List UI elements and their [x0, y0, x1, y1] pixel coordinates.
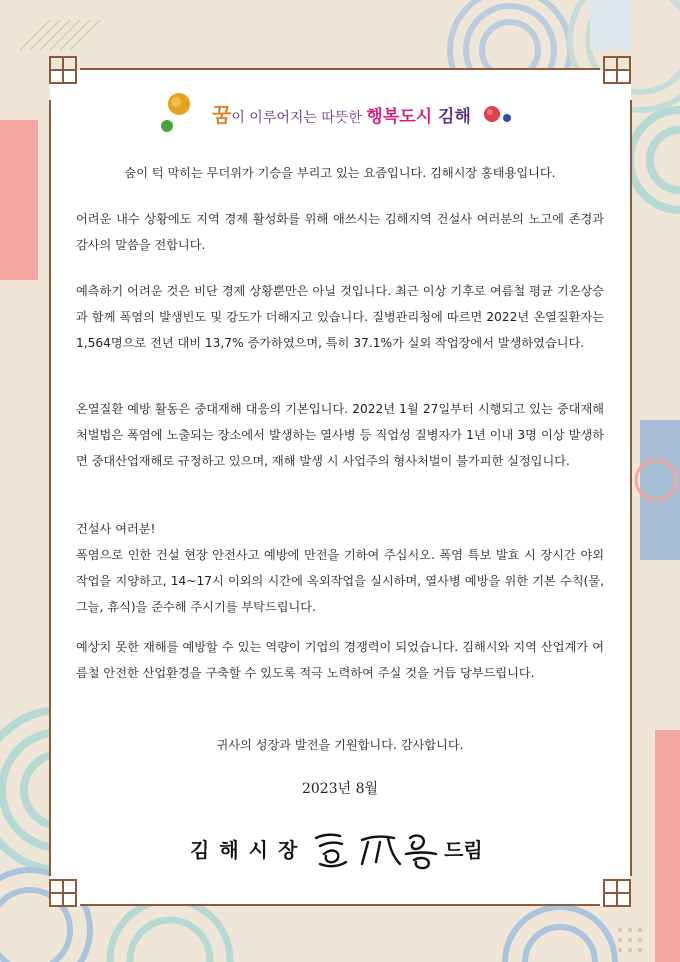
paragraph-competitiveness: 예상치 못한 재해를 예방할 수 있는 역량이 기업의 경쟁력이 되었습니다. 김해시와 지역 산업계가 여름철 안전한 산업환경을 구축할 수 있도록 적극 노력하여 주실 것을 거듭 당부드립니다.	[76, 640, 604, 680]
slogan-decoration-icon	[155, 88, 205, 136]
paragraph-salutation: 건설사 여러분!	[76, 522, 156, 536]
handwritten-signature	[310, 824, 450, 872]
signature-block	[190, 826, 510, 876]
signer-title: 김해시장	[190, 838, 308, 862]
corner-ornament-bottom-left	[48, 878, 78, 908]
frame-top	[80, 68, 600, 70]
frame-bottom	[80, 904, 600, 906]
slogan-flower-icon	[480, 104, 516, 126]
city-slogan	[212, 99, 471, 128]
slogan-text: 이 이루어지는	[231, 110, 317, 126]
slogan-warm: 따뜻한	[316, 110, 367, 126]
paragraph-heat-statistics: 예측하기 어려운 것은 비단 경제 상황뿐만은 아닐 것입니다. 최근 이상 기후로 여름철 평균 기온상승과 함께 폭염의 발생빈도 및 강도가 더해지고 있습니다. 질병관리청에 따르면 2022년 온열질환자는 1,564명으로 전년 대비 13,7% 증가하였으며, 특히 37.1%가 실외 작업장에서 발생하였습니다.	[76, 284, 604, 350]
slogan-dream: 꿈	[212, 103, 232, 127]
frame-left	[49, 100, 51, 876]
paragraph-appreciation: 어려운 내수 상황에도 지역 경제 활성화를 위해 애쓰시는 김해지역 건설사 여러분의 노고에 존경과 감사의 말씀을 전합니다.	[76, 212, 604, 252]
signature-closing: 드림	[444, 838, 483, 862]
corner-ornament-bottom-right	[602, 878, 632, 908]
slogan-gimhae: 김해	[432, 107, 471, 127]
paragraph-greeting: 숨이 턱 막히는 무더위가 기승을 부리고 있는 요즘입니다. 김해시장 홍태용입니다.	[124, 166, 556, 180]
paragraph-safety-request: 폭염으로 인한 건설 현장 안전사고 예방에 만전을 기하여 주십시오. 폭염 특보 발효 시 장시간 야외 작업을 지양하고, 14~17시 이외의 시간에 옥외작업을 실시하며, 열사병 예방을 위한 기본 수칙(물, 그늘, 휴식)을 준수해 주시기를 부탁드립니다.	[76, 548, 604, 614]
letter-date: 2023년 8월	[301, 781, 379, 797]
paragraph-serious-accident-law: 온열질환 예방 활동은 중대재해 대응의 기본입니다. 2022년 1월 27일부터 시행되고 있는 중대재해처벌법은 폭염에 노출되는 장소에서 발생하는 열사병 등 직업성 질병자가 1년 이내 3명 이상 발생하면 중대산업재해로 규정하고 있으며, 재해 발생 시 사업주의 형사처벌이 불가피한 실정입니다.	[76, 402, 604, 468]
corner-ornament-top-right	[602, 55, 632, 85]
corner-ornament-top-left	[48, 55, 78, 85]
closing-line: 귀사의 성장과 발전을 기원합니다. 감사합니다.	[216, 738, 464, 752]
frame-right	[630, 100, 632, 876]
slogan-happy-city: 행복도시	[366, 107, 433, 127]
